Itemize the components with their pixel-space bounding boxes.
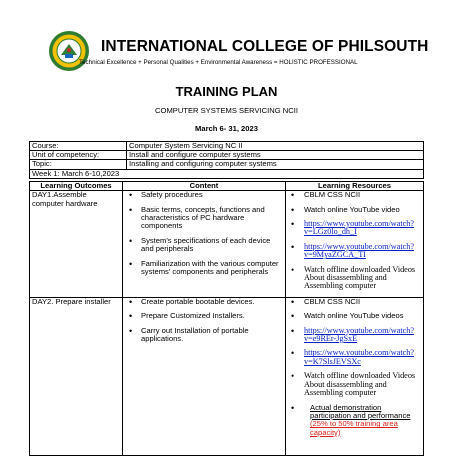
week-row: [30, 169, 424, 178]
day2-outcome: DAY2. Prepare installer: [30, 297, 123, 455]
document-subtitle: COMPUTER SYSTEMS SERVICING NCII: [155, 106, 298, 115]
course-info-table: [29, 141, 424, 179]
table-row-day1: [30, 191, 424, 298]
table-row-day2: [30, 297, 424, 455]
topic-label: Topic:: [30, 160, 127, 169]
youtube-link[interactable]: https://www.youtube.com/watch?v=LGz0lo_dh_I: [304, 219, 414, 237]
list-item: [288, 327, 421, 344]
list-item: • Prepare Customized Installers.: [125, 312, 283, 320]
list-item: • Safety procedures: [125, 191, 283, 199]
document-dates: March 6- 31, 2023: [195, 124, 258, 133]
list-item: [288, 349, 421, 366]
demonstration-text: Actual demonstration participation and performance: [310, 402, 411, 420]
list-item: • Create portable bootable devices.: [125, 298, 283, 306]
youtube-link[interactable]: https://www.youtube.com/watch?v=K7SlsJEVSXc: [304, 348, 414, 366]
header-learning-outcomes: Learning Outcomes: [30, 182, 123, 191]
list-item: • Watch offline downloaded Videos About disassembling and Assembling computer: [288, 372, 421, 397]
course-label: Course:: [30, 142, 127, 151]
document-title: TRAINING PLAN: [175, 84, 278, 99]
day1-content: [123, 191, 286, 298]
list-item: • Watch online YouTube videos: [288, 312, 421, 320]
week-label: Week 1: March 6-10,2023: [30, 169, 424, 178]
list-item: • Carry out Installation of portable applications.: [125, 327, 283, 344]
youtube-link[interactable]: https://www.youtube.com/watch?v=e9REr-JgSxE: [304, 325, 414, 344]
day1-resources: [286, 191, 424, 298]
youtube-link[interactable]: https://www.youtube.com/watch?v=9MyaZGCA_TI: [304, 241, 414, 260]
capacity-note: (25% to 50% training area capacity): [310, 419, 398, 437]
college-tagline: Technical Excellence + Personal Qualities + Environmental Awareness = HOLISTIC PROFESSIONAL: [79, 59, 358, 66]
list-item: • CBLM CSS NCII: [288, 191, 421, 199]
college-name: INTERNATIONAL COLLEGE OF PHILSOUTH: [101, 38, 429, 55]
list-item: • CBLM CSS NCII: [288, 298, 421, 306]
training-plan-table: [29, 181, 424, 456]
list-item: • Basic terms, concepts, functions and characteristics of PC hardware components: [125, 206, 283, 231]
unit-value: Install and configure computer systems: [127, 151, 424, 160]
day2-content: [123, 297, 286, 455]
list-item: [288, 243, 421, 260]
topic-row: [30, 160, 424, 169]
unit-label: Unit of competency:: [30, 151, 127, 160]
list-item: • System's specifications of each device and peripherals: [125, 237, 283, 254]
topic-value: Installing and configuring computer systems: [127, 160, 424, 169]
list-item: [288, 404, 421, 438]
day2-resources: [286, 297, 424, 455]
header-content: Content: [123, 182, 286, 191]
day1-outcome: DAY1.Assemble computer hardware: [30, 191, 123, 298]
header-learning-resources: Learning Resources: [286, 182, 424, 191]
list-item: • Watch online YouTube video: [288, 206, 421, 214]
list-item: [288, 220, 421, 237]
list-item: • Familiarization with the various computer systems' components and peripherals: [125, 260, 283, 277]
table-header-row: [30, 182, 424, 191]
course-value: Computer System Servicing NC II: [127, 142, 424, 151]
list-item: • Watch offline downloaded Videos About disassembling and Assembling computer: [288, 266, 421, 291]
